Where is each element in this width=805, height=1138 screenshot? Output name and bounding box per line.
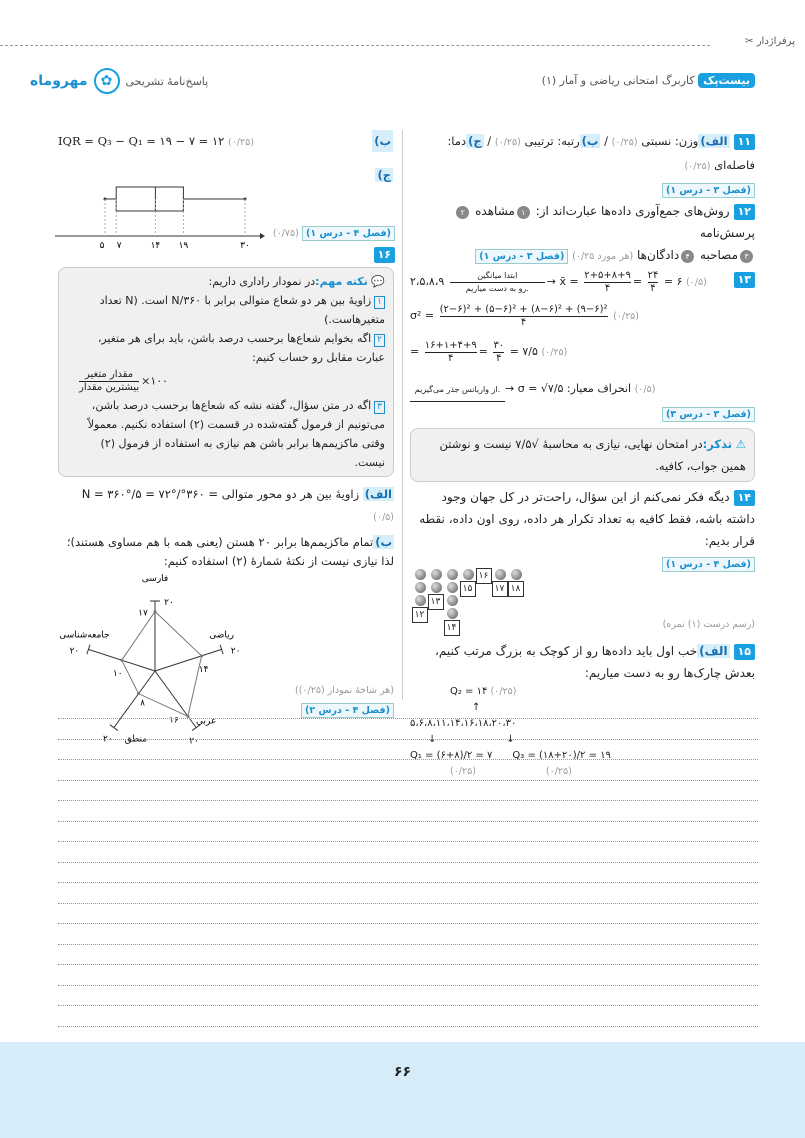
dot: [511, 569, 522, 580]
value-cell: ۱۷: [492, 581, 508, 597]
q11: ۱۱الف)وزن: نسبتی (۰/۲۵) / ب)رتبه: ترتیبی (۰/۲۵) / ج)دما: فاصله‌ای (۰/۲۵): [447, 134, 755, 172]
dot-column: [412, 568, 428, 636]
dot: [447, 582, 458, 593]
brand-logo-text: مهروماه: [30, 73, 88, 89]
frac-num: ۲۴: [647, 269, 659, 281]
q11-c-label: ج): [468, 134, 482, 148]
note-point-3: اگه در متن سؤال، گفته نشه که شعاع‌ها برحسب درصد باشن، می‌تونیم از فرمول گفته‌شده در قسمت (۲) استفاده نکنیم. معمولاً وقتی ماکزیمم‌ها برابر باشن هم نیازی به استفاده از فرمول (۲) نیست.: [87, 399, 385, 469]
sorted-data: ۵،۶،۸،۱۱،۱۴،۱۶،۱۸،۲۰،۳۰: [410, 718, 517, 729]
value-label: ۱۷: [138, 608, 148, 619]
dot: [431, 569, 442, 580]
tick-label: ۳۰: [240, 241, 250, 251]
dot-plot-axis: [412, 568, 524, 636]
frac-num: ۲+۵+۸+۹: [584, 269, 631, 281]
tick-label: ۷: [116, 241, 122, 251]
axis-line: [114, 671, 155, 728]
q12-number: ۱۲: [734, 204, 755, 220]
q1: Q₁ = (۶+۸)/۲ = ۷: [410, 750, 493, 761]
q16-number: ۱۶: [374, 247, 395, 263]
q15-b-label: ب): [372, 130, 393, 152]
q12-item: دادگان‌ها: [637, 248, 680, 262]
q11-c: دما: فاصله‌ای: [447, 134, 755, 172]
value-point: [154, 610, 157, 613]
value-point: [200, 654, 203, 657]
lesson-tag: (فصل ۴ - درس ۱): [662, 557, 755, 572]
book-header: [542, 74, 755, 87]
series-badge: بیست‌پک: [698, 73, 755, 88]
q2: Q₂ = ۱۴: [450, 686, 488, 697]
writing-line: [58, 862, 758, 863]
q13-mean: ۲،۵،۸،۹ $\frac{\text{ابتدا میانگین}}{\text{رو به دست میاریم.}}$ → x̄ = $\frac{۲+۵+۸+۹}{۴}$ = $\frac{۲۴}{۴}$ = ۶ (۰/۵): [410, 269, 707, 294]
arrow-head: [260, 233, 265, 239]
q15-c-label: ج): [377, 168, 391, 182]
q16-b-text: تمام ماکزیمم‌ها برابر ۲۰ هستن (یعنی همه با هم مساوی هستند)؛ لذا نیازی نیست از نکتهٔ شمارهٔ (۲) استفاده کنیم:: [66, 535, 394, 568]
max-label: ۲۰: [103, 734, 113, 745]
mean-result: = ۶: [663, 275, 683, 288]
q14-number: ۱۴: [734, 490, 755, 506]
value-cell: ۱۵: [460, 581, 476, 597]
frac-den: ۴: [448, 352, 454, 364]
q3: Q₃ = (۱۸+۲۰)/۲ = ۱۹: [512, 750, 611, 761]
frac-den: ۴: [650, 282, 656, 294]
lesson-tag: (فصل ۳ - درس ۱): [475, 249, 568, 264]
dot: [447, 569, 458, 580]
q15-number: ۱۵: [734, 644, 755, 660]
writing-line: [58, 903, 758, 904]
writing-line: [58, 718, 758, 719]
frac-mul: ×۱۰۰: [141, 374, 169, 388]
dot-column: [428, 568, 444, 636]
perforation-label: [745, 36, 795, 47]
q12-item: مصاحبه: [700, 248, 738, 262]
q13-data: ۲،۵،۸،۹: [410, 275, 445, 288]
q16-answers: [58, 483, 394, 571]
q16-a-text: زاویهٔ بین هر دو محور متوالی = ۳۶۰°/N = ۳۶۰°/۵ = ۷۲°: [81, 487, 360, 501]
axis-label: ریاضی: [209, 630, 234, 641]
max-label: ۲۰: [69, 646, 80, 657]
score: (۰/۲۵): [541, 347, 568, 358]
writing-line: [58, 923, 758, 924]
frac-den: ۴: [496, 352, 502, 364]
note-box: [58, 267, 394, 477]
note-intro: در نمودار راداری داریم:: [208, 275, 316, 288]
note-num: ۲: [374, 334, 385, 347]
value-cell: ۱۶: [476, 568, 492, 584]
dot: [463, 569, 474, 580]
q15-b: [58, 130, 393, 152]
iqr-formula: IQR = Q₃ − Q₁ = ۱۹ − ۷ = ۱۲: [58, 134, 225, 148]
score: (۰/۲۵): [684, 161, 711, 172]
writing-line: [58, 944, 758, 945]
score: (رسم درست (۱) نمره): [662, 619, 755, 630]
writing-line: [58, 780, 758, 781]
var-result: = ۷/۵: [509, 345, 538, 358]
writing-line: [58, 985, 758, 986]
q13-variance: [410, 302, 639, 331]
lesson-tag: (فصل ۳ - درس ۳): [662, 407, 755, 422]
tick-label: ۱۹: [178, 241, 189, 251]
score: (۰/۲۵): [490, 686, 517, 697]
q11-b-label: ب): [581, 134, 599, 148]
score: (۰/۲۵): [227, 137, 254, 148]
writing-line: [58, 1026, 758, 1027]
value-label: ۱۰: [112, 669, 123, 680]
writing-line: [58, 800, 758, 801]
max-label: ۲۰: [164, 598, 174, 608]
frac-den: ۴: [604, 282, 611, 294]
frac-num: ۱۶+۱+۴+۹: [424, 339, 477, 351]
q11-a: وزن: نسبتی: [641, 134, 699, 148]
q15-quartiles: Q₂ = ۱۴ (۰/۲۵) ↑ ۵،۶،۸،۱۱،۱۴،۱۶،۱۸،۲۰،۳۰ ↓ ↓ Q₁ = (۶+۸)/۲ = ۷ Q₃ = (۱۸+۲۰)/۲ = ۱۹ (۰/۲۵) (۰/۲۵): [410, 686, 611, 777]
q12: [410, 200, 755, 268]
q15-a-label: الف): [699, 644, 728, 658]
max-label: ۲۰: [230, 646, 241, 657]
score: (هر مورد ۰/۲۵): [572, 251, 634, 262]
frac-den: بیشترین مقدار: [79, 382, 140, 393]
q11-number: ۱۱: [734, 134, 755, 150]
max-label: ۲۰: [189, 736, 199, 747]
bullet: ۳: [740, 250, 753, 263]
frac-num: (۲−۶)² + (۵−۶)² + (۸−۶)² + (۹−۶)²: [439, 303, 608, 315]
lesson-tag: (فصل ۳ - درس ۱): [662, 183, 755, 198]
axis-label: عربی: [195, 716, 217, 727]
dot-plot: [410, 571, 755, 636]
score: (۰/۲۵): [611, 137, 638, 148]
note-point-1: زاویهٔ بین هر دو شعاع متوالی برابر با ۳۶۰/N است. (N تعداد متغیرهاست.): [99, 294, 385, 326]
writing-line: [58, 964, 758, 965]
q11-a-label: الف): [700, 134, 728, 148]
axis-label: فارسی: [141, 574, 169, 584]
q16-a-label: الف): [364, 487, 392, 501]
axis-line: [155, 649, 222, 671]
page-number: ۶۶: [393, 1064, 412, 1080]
score: (۰/۲۵): [613, 311, 639, 322]
bullet: ۲: [456, 206, 469, 219]
warning-icon: ⚠: [735, 437, 746, 451]
score: (۰/۵): [685, 277, 707, 288]
perforation-text: پرفراژدار: [756, 36, 795, 47]
note-title: نکته مهم:: [315, 275, 368, 288]
q12-text: روش‌های جمع‌آوری داده‌ها عبارت‌اند از:: [535, 204, 730, 218]
q16-b-label: ب): [375, 535, 392, 549]
lesson-tag: (فصل ۴ - درس ۲): [301, 703, 394, 718]
value-point: [120, 659, 123, 662]
q12-item: پرسش‌نامه: [699, 226, 755, 240]
bullet: ۱: [517, 206, 530, 219]
q16-b-meta: [295, 681, 394, 721]
score: (هر شاخهٔ نمودار (۰/۲۵)): [295, 685, 394, 696]
mean-lhs: x̄ =: [559, 275, 579, 288]
dot: [415, 569, 426, 580]
dot: [431, 582, 442, 593]
left-column: [58, 130, 393, 186]
dot: [447, 608, 458, 619]
value-cell: ۱۲: [412, 607, 428, 623]
value-point: [137, 692, 140, 695]
arrow-top: ابتدا میانگین: [450, 270, 545, 283]
value-cell: ۱۴: [444, 620, 460, 636]
butterfly-logo-icon: ✿: [94, 68, 120, 94]
box: [116, 187, 183, 211]
frac-den: ۴: [520, 316, 527, 328]
arrow-note: [450, 270, 545, 295]
q15-c-tag: [273, 226, 395, 242]
score: (۰/۲۵): [450, 766, 476, 777]
book-title: کاربرگ امتحانی ریاضی و آمار (۱): [541, 74, 695, 87]
value-cell: ۱۳: [428, 594, 444, 610]
dot-column: [444, 568, 460, 636]
score: (۰/۵): [634, 384, 656, 395]
dot: [415, 595, 426, 606]
tick-label: ۵: [99, 241, 105, 251]
writing-line: [58, 841, 758, 842]
writing-line: [58, 882, 758, 883]
reminder-text: در امتحان نهایی، نیازی به محاسبهٔ √۷/۵ نیست و نوشتن همین جواب، کافیه.: [439, 437, 746, 473]
value-label: ۱۴: [198, 664, 209, 675]
q13-number: ۱۳: [734, 272, 755, 288]
q14: [410, 486, 755, 574]
note-num: ۱: [374, 296, 385, 309]
dot-column: [460, 568, 476, 636]
chat-icon: 💬: [371, 275, 385, 288]
radar-chart: [50, 571, 260, 771]
dot-column: [508, 568, 524, 636]
reminder-box: [410, 428, 755, 482]
q15-a-text: خب اول باید داده‌ها رو از کوچک به بزرگ مرتب کنیم، بعدش چارک‌ها رو به دست میاریم:: [434, 644, 755, 680]
radar-area: [58, 571, 394, 771]
var-lhs: σ² =: [410, 309, 435, 322]
axis-label: منطق: [124, 734, 148, 745]
writing-line: [58, 739, 758, 740]
box-plot: [55, 180, 265, 252]
dot: [415, 582, 426, 593]
score: (۰/۷۵): [272, 228, 299, 239]
perforation-line: [0, 45, 710, 46]
q15: [410, 640, 755, 684]
dot: [495, 569, 506, 580]
axis-cap: [110, 725, 118, 731]
writing-line: [58, 1005, 758, 1006]
right-column: [410, 130, 755, 780]
iqr: [58, 130, 254, 154]
lesson-tag: (فصل ۴ - درس ۱): [302, 226, 395, 241]
sd-arrow-note: از واریانس جذر می‌گیریم.: [410, 379, 505, 402]
column-divider: [402, 130, 403, 700]
reminder-title: تذکر:: [702, 437, 733, 451]
dot: [447, 595, 458, 606]
score: (۰/۲۵): [494, 137, 521, 148]
q16-block: [58, 267, 394, 771]
footer: [0, 1042, 805, 1138]
dot-column: [476, 568, 492, 636]
writing-line: [58, 821, 758, 822]
writing-line: [58, 759, 758, 760]
section-title: پاسخ‌نامهٔ تشریحی: [125, 74, 209, 88]
value-cell: ۱۸: [508, 581, 524, 597]
sd-result: انحراف معیار: σ = √۷/۵: [517, 382, 632, 395]
frac-num: ۳۰: [493, 339, 505, 351]
q12-item: مشاهده: [475, 204, 515, 218]
note-num: ۳: [374, 401, 385, 414]
dot-column: [492, 568, 508, 636]
q13-variance-result: = $\frac{۱۶+۱+۴+۹}{۴}$ = $\frac{۳۰}{۴}$ = ۷/۵ (۰/۲۵): [410, 339, 568, 364]
q11-b: رتبه: ترتیبی: [524, 134, 580, 148]
q13-sd: از واریانس جذر می‌گیریم. → انحراف معیار: σ = √۷/۵ (۰/۵): [410, 378, 755, 402]
bullet: ۴: [681, 250, 694, 263]
score: (۰/۲۵): [545, 766, 572, 777]
arrow-bottom: رو به دست میاریم.: [465, 283, 529, 293]
brand-header: [30, 68, 208, 94]
score: (۰/۵): [373, 512, 394, 523]
frac-num: مقدار متغیر: [79, 369, 139, 382]
scissors-icon: ✂: [745, 36, 754, 47]
q14-text: دیگه فکر نمی‌کنم از این سؤال، راحت‌تر در کل جهان وجود داشته باشه، فقط کافیه به تعداد تکرار هر داده، روی اون داده، نقطه قرار بدیم:: [419, 490, 755, 548]
value-label: ۱۶: [169, 715, 179, 726]
axis-label: جامعه‌شناسی: [59, 630, 110, 641]
tick-label: ۱۴: [150, 241, 161, 251]
q13: [410, 268, 755, 378]
value-label: ۸: [140, 698, 145, 709]
note-point-2: اگه بخوایم شعاع‌ها برحسب درصد باشن، باید برای هر متغیر، عبارت مقابل رو حساب کنیم:: [97, 332, 385, 364]
